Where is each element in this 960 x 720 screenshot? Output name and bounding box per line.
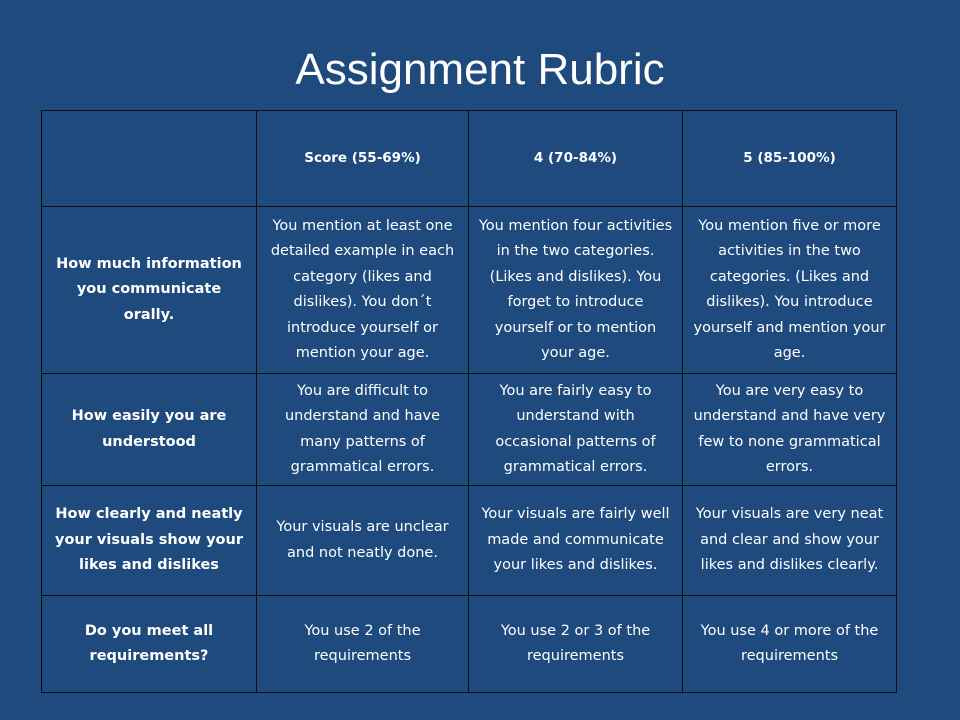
table-row bbox=[42, 207, 897, 374]
criterion-cell: How clearly and neatly your visuals show your likes and dislikes bbox=[42, 486, 257, 596]
rubric-cell: Your visuals are unclear and not neatly done. bbox=[257, 486, 469, 596]
header-cell-5: 5 (85-100%) bbox=[683, 111, 897, 207]
rubric-cell: Your visuals are fairly well made and communicate your likes and dislikes. bbox=[469, 486, 683, 596]
rubric-cell: You are very easy to understand and have very few to none grammatical errors. bbox=[683, 374, 897, 486]
header-cell-4: 4 (70-84%) bbox=[469, 111, 683, 207]
header-cell-empty bbox=[42, 111, 257, 207]
rubric-cell: You mention four activities in the two categories. (Likes and dislikes). You forget to introduce yourself or to mention your age. bbox=[469, 207, 683, 374]
rubric-cell: You are fairly easy to understand with occasional patterns of grammatical errors. bbox=[469, 374, 683, 486]
rubric-cell: You mention five or more activities in the two categories. (Likes and dislikes). You introduce yourself and mention your age. bbox=[683, 207, 897, 374]
table-header-row bbox=[42, 111, 897, 207]
criterion-cell: Do you meet all requirements? bbox=[42, 596, 257, 693]
rubric-cell: You use 4 or more of the requirements bbox=[683, 596, 897, 693]
rubric-table bbox=[41, 110, 897, 693]
table-row bbox=[42, 374, 897, 486]
table-row bbox=[42, 596, 897, 693]
table-row bbox=[42, 486, 897, 596]
rubric-cell: Your visuals are very neat and clear and show your likes and dislikes clearly. bbox=[683, 486, 897, 596]
header-cell-score: Score (55-69%) bbox=[257, 111, 469, 207]
page-title: Assignment Rubric bbox=[295, 45, 665, 94]
criterion-cell: How much information you communicate orally. bbox=[42, 207, 257, 374]
criterion-cell: How easily you are understood bbox=[42, 374, 257, 486]
rubric-cell: You mention at least one detailed example in each category (likes and dislikes). You don´t introduce yourself or mention your age. bbox=[257, 207, 469, 374]
rubric-cell: You are difficult to understand and have many patterns of grammatical errors. bbox=[257, 374, 469, 486]
rubric-cell: You use 2 or 3 of the requirements bbox=[469, 596, 683, 693]
rubric-cell: You use 2 of the requirements bbox=[257, 596, 469, 693]
